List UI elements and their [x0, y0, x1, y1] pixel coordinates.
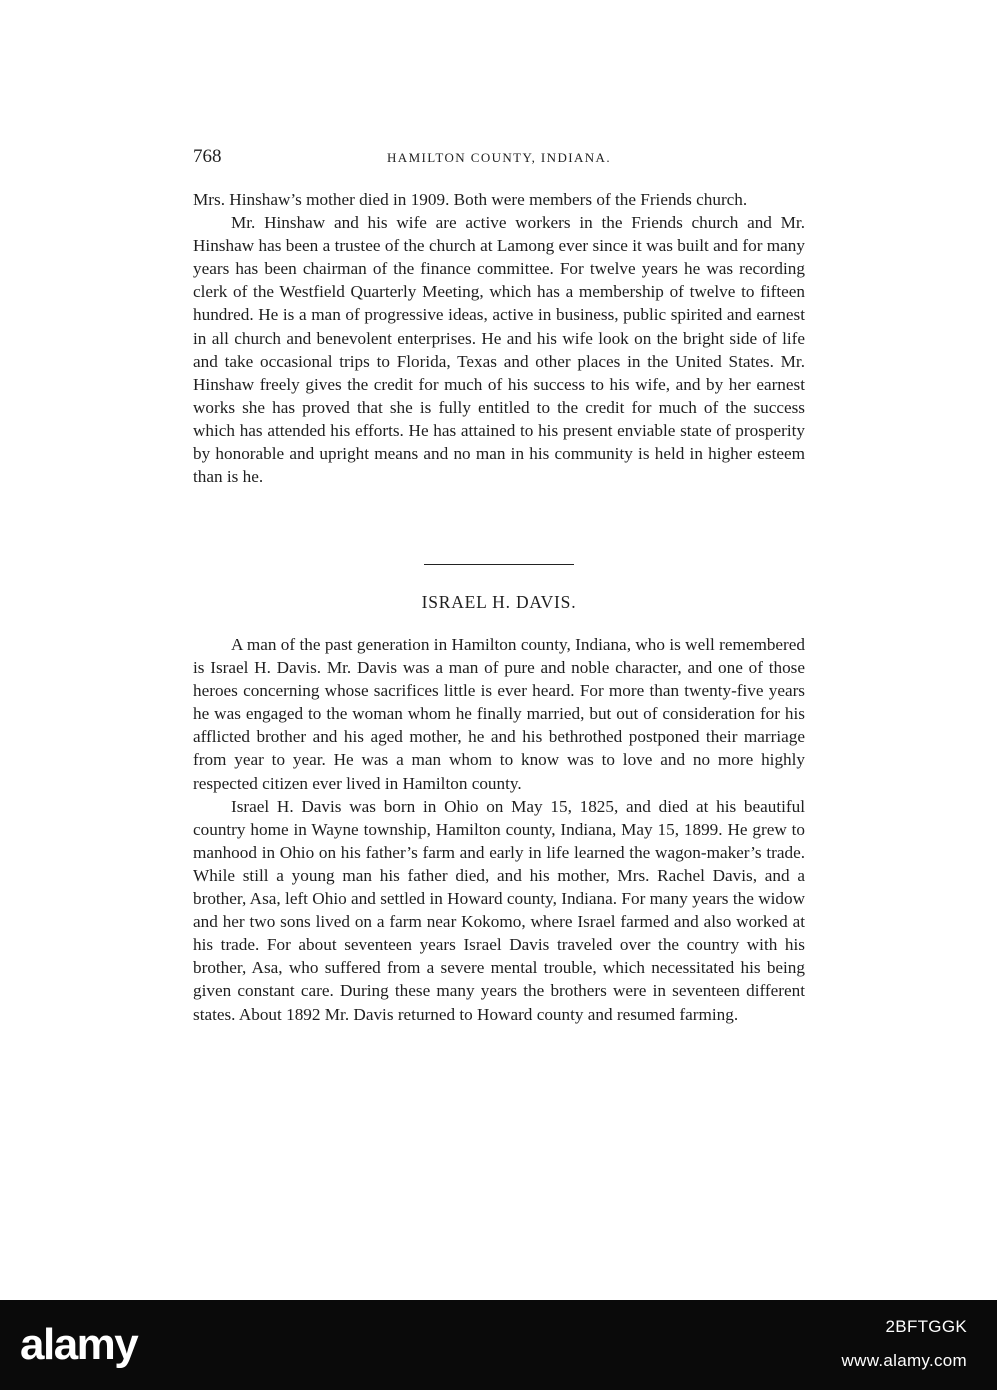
site-url: www.alamy.com	[841, 1351, 967, 1370]
section-title: ISRAEL H. DAVIS.	[421, 592, 577, 612]
page-number: 768	[193, 146, 222, 167]
text-block-davis	[193, 633, 805, 1026]
alamy-logo: alamy	[20, 1320, 138, 1369]
page-header	[193, 146, 805, 174]
paragraph-davis-intro: A man of the past generation in Hamilton county, Indiana, who is well remembered is Israel H. Davis. Mr. Davis was a man of pure and noble character, and one of those heroes concerning whose sacrifices little is ever heard. For more than twenty-five years he was engaged to the woman whom he finally married, but out of consideration for his afflicted brother and his aged mother, he and his bethrothed postponed their marriage from year to year. He was a man whom to know was to love and no more highly respected citizen ever lived in Hamilton county.	[193, 635, 805, 793]
paragraph-davis-biography: Israel H. Davis was born in Ohio on May 15, 1825, and died at his beautiful country home in Wayne township, Hamilton county, Indiana, May 15, 1899. He grew to manhood in Ohio on his father’s farm and early in life learned the wagon-maker’s trade. While still a young man his father died, and his mother, Mrs. Rachel Davis, and a brother, Asa, left Ohio and settled in Howard county, Indiana. For many years the widow and her two sons lived on a farm near Kokomo, where Israel farmed and also worked at his trade. For about seventeen years Israel Davis traveled over the country with his brother, Asa, who suffered from a severe mental trouble, which necessitated his being given constant care. During these many years the brothers were in seventeen different states. About 1892 Mr. Davis returned to Howard county and resumed farming.	[193, 796, 805, 1024]
text-block-hinshaw	[193, 188, 805, 488]
running-head: HAMILTON COUNTY, INDIANA.	[387, 150, 611, 165]
paragraph-hinshaw: Mr. Hinshaw and his wife are active workers in the Friends church and Mr. Hinshaw has been a trustee of the church at Lamong ever since it was built and for many years has been chairman of the finance committee. For twelve years he was recording clerk of the Westfield Quarterly Meeting, which has a membership of twelve to fifteen hundred. He is a man of progressive ideas, active in business, public spirited and earnest in all church and benevolent enterprises. He and his wife look on the bright side of life and take occasional trips to Florida, Texas and other places in the United States. Mr. Hinshaw freely gives the credit for much of his success to his wife, and by her earnest works she has proved that she is fully entitled to the credit for much of the success which has attended his efforts. He has attained to his present enviable state of prosperity by honorable and upright means and no man in his community is held in higher esteem than is he.	[193, 213, 805, 487]
section-divider	[424, 564, 574, 565]
watermark-footer	[0, 1300, 997, 1390]
image-id: 2BFTGGK	[885, 1317, 967, 1336]
paragraph-continuation: Mrs. Hinshaw’s mother died in 1909. Both were members of the Friends church.	[193, 190, 748, 209]
